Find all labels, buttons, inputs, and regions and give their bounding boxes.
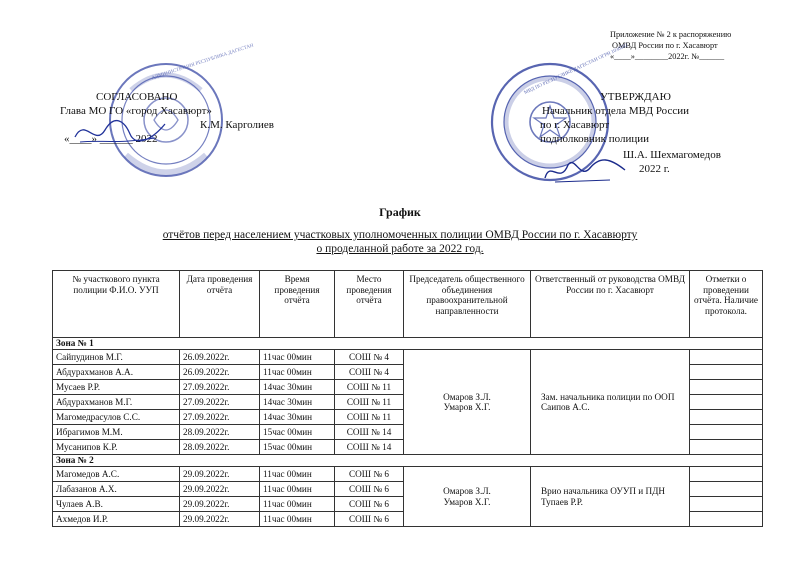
report-place: СОШ № 6 <box>335 512 404 527</box>
report-time: 11час 00мин <box>260 365 335 380</box>
subtitle-line-2: о проделанной работе за 2022 год. <box>316 243 484 255</box>
mark-cell <box>690 497 763 512</box>
uup-name: Лабазанов А.Х. <box>53 482 180 497</box>
document-title: График <box>379 205 421 219</box>
report-time: 11час 00мин <box>260 497 335 512</box>
appendix-line-1: Приложение № 2 к распоряжению <box>610 30 732 39</box>
right-signature <box>540 150 630 190</box>
uup-name: Сайпудинов М.Г. <box>53 350 180 365</box>
table-row <box>53 467 763 482</box>
document-subtitle <box>0 228 800 256</box>
report-place: СОШ № 11 <box>335 395 404 410</box>
chair-cell: Омаров З.Л. Умаров Х.Г. <box>404 350 531 455</box>
mark-cell <box>690 467 763 482</box>
report-date: 26.09.2022г. <box>180 365 260 380</box>
approval-right-line1: Начальник отдела МВД России <box>542 105 689 117</box>
zone-header: Зона № 1 <box>53 338 763 350</box>
report-place: СОШ № 6 <box>335 482 404 497</box>
zone-header: Зона № 2 <box>53 455 763 467</box>
report-time: 11час 00мин <box>260 467 335 482</box>
uup-name: Мусаев Р.Р. <box>53 380 180 395</box>
uup-name: Чулаев А.В. <box>53 497 180 512</box>
right-stamp-text: МВД ПО РЕСПУБЛИКЕ ДАГЕСТАН ОГРН 1030502 <box>523 43 629 96</box>
appendix-line-2: ОМВД России по г. Хасавюрт <box>612 41 718 50</box>
schedule-table <box>52 270 763 527</box>
approval-right-line2: по г. Хасавюрт <box>540 119 610 131</box>
uup-name: Магомедов А.С. <box>53 467 180 482</box>
subtitle-line-1: отчётов перед населением участковых уполномоченных полиции ОМВД России по г. Хасавюрту <box>162 229 638 241</box>
mark-cell <box>690 482 763 497</box>
report-date: 27.09.2022г. <box>180 410 260 425</box>
mark-cell <box>690 350 763 365</box>
report-date: 29.09.2022г. <box>180 512 260 527</box>
mark-cell <box>690 512 763 527</box>
mark-cell <box>690 365 763 380</box>
report-date: 26.09.2022г. <box>180 350 260 365</box>
responsible-cell: Врио начальника ОУУП и ПДН Тупаев Р.Р. <box>531 467 690 527</box>
uup-name: Ахмедов И.Р. <box>53 512 180 527</box>
header-time: Время проведения отчёта <box>260 271 335 338</box>
approval-left-line3: «____» ______ 2022 <box>64 133 158 145</box>
table-row <box>53 350 763 365</box>
report-place: СОШ № 6 <box>335 467 404 482</box>
header-chair: Председатель общественного объединения правоохранительной направленности <box>404 271 531 338</box>
uup-name: Магомедрасулов С.С. <box>53 410 180 425</box>
uup-name: Абдурахманов А.А. <box>53 365 180 380</box>
approval-right-line5: 2022 г. <box>639 163 670 175</box>
mark-cell <box>690 425 763 440</box>
mark-cell <box>690 440 763 455</box>
header-date: Дата проведения отчёта <box>180 271 260 338</box>
uup-name: Ибрагимов М.М. <box>53 425 180 440</box>
uup-name: Абдурахманов М.Г. <box>53 395 180 410</box>
responsible-cell: Зам. начальника полиции по ООП Саипов А.С. <box>531 350 690 455</box>
report-date: 29.09.2022г. <box>180 497 260 512</box>
report-place: СОШ № 4 <box>335 365 404 380</box>
report-time: 14час 30мин <box>260 410 335 425</box>
report-date: 29.09.2022г. <box>180 482 260 497</box>
report-time: 11час 00мин <box>260 512 335 527</box>
appendix-block <box>610 29 795 62</box>
appendix-line-3: «____»________2022г. №______ <box>610 52 725 61</box>
report-place: СОШ № 14 <box>335 440 404 455</box>
report-place: СОШ № 11 <box>335 410 404 425</box>
report-time: 14час 30мин <box>260 380 335 395</box>
header-marks: Отметки о проведении отчёта. Наличие протокола. <box>690 271 763 338</box>
report-time: 14час 30мин <box>260 395 335 410</box>
header-responsible: Ответственный от руководства ОМВД России по г. Хасавюрт <box>531 271 690 338</box>
header-row <box>53 271 763 338</box>
report-date: 28.09.2022г. <box>180 440 260 455</box>
mark-cell <box>690 410 763 425</box>
report-date: 28.09.2022г. <box>180 425 260 440</box>
report-date: 27.09.2022г. <box>180 380 260 395</box>
report-time: 11час 00мин <box>260 350 335 365</box>
report-place: СОШ № 6 <box>335 497 404 512</box>
header-uup: № участкового пункта полиции Ф.И.О. УУП <box>53 271 180 338</box>
left-stamp-text: АДМИНИСТРАЦИЯ РЕСПУБЛИКА ДАГЕСТАН <box>151 43 255 82</box>
report-time: 11час 00мин <box>260 482 335 497</box>
header-place: Место проведения отчёта <box>335 271 404 338</box>
approval-left-line1: Глава МО ГО «город Хасавюрт» <box>60 105 212 117</box>
report-date: 27.09.2022г. <box>180 395 260 410</box>
uup-name: Мусанипов К.Р. <box>53 440 180 455</box>
report-time: 15час 00мин <box>260 440 335 455</box>
report-place: СОШ № 11 <box>335 380 404 395</box>
approval-left-heading: СОГЛАСОВАНО <box>96 91 178 103</box>
approval-right-heading: УТВЕРЖДАЮ <box>600 91 671 103</box>
report-place: СОШ № 4 <box>335 350 404 365</box>
report-place: СОШ № 14 <box>335 425 404 440</box>
approval-right-line4: Ш.А. Шехмагомедов <box>623 149 721 161</box>
report-date: 29.09.2022г. <box>180 467 260 482</box>
chair-cell: Омаров З.Л. Умаров Х.Г. <box>404 467 531 527</box>
report-time: 15час 00мин <box>260 425 335 440</box>
approval-right-line3: подполковник полиции <box>540 133 650 145</box>
mark-cell <box>690 380 763 395</box>
left-signature <box>70 112 170 152</box>
mark-cell <box>690 395 763 410</box>
approval-left-line2: К.М. Карголиев <box>200 119 274 131</box>
